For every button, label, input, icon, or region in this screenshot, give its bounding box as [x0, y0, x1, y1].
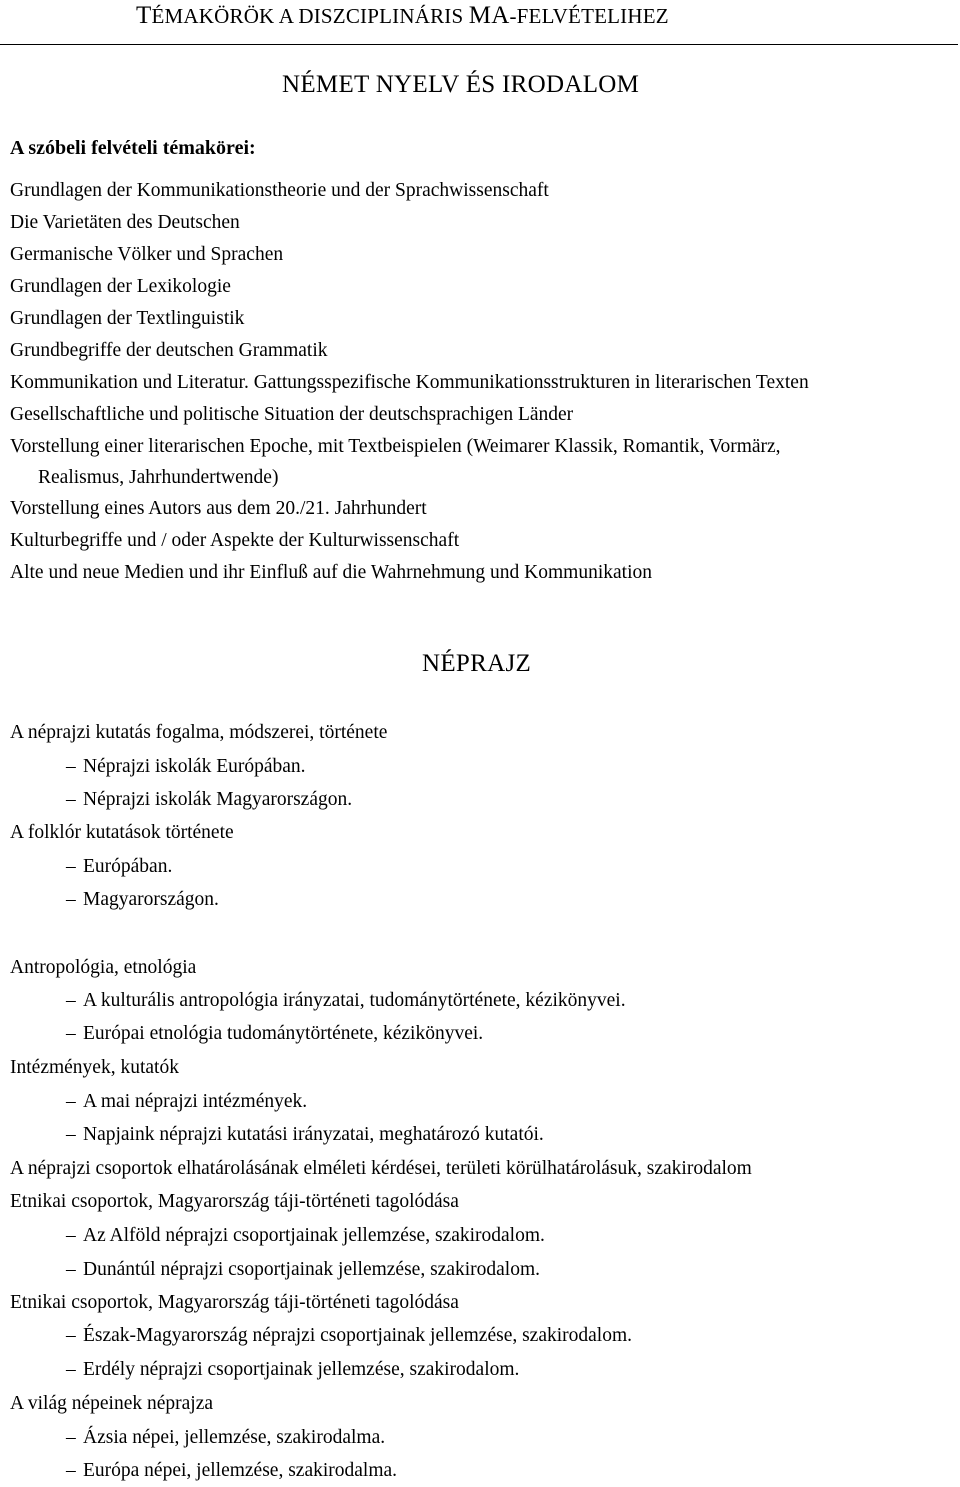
neprajz-subtopic — [66, 1459, 397, 1483]
neprajz-subtopic — [66, 1224, 545, 1248]
header-title-initial: T — [136, 2, 152, 29]
dash-bullet: – — [66, 990, 76, 1011]
german-topic: Vorstellung eines Autors aus dem 20./21. Jahrhundert — [10, 498, 427, 519]
neprajz-subtopic — [66, 1258, 540, 1282]
dash-bullet: – — [66, 1023, 76, 1044]
dash-bullet: – — [66, 856, 76, 877]
oral-exam-subheading: A szóbeli felvételi témakörei: — [10, 137, 256, 159]
neprajz-subtopic — [66, 1123, 544, 1147]
neprajz-subtopic-text: A mai néprajzi intézmények. — [83, 1091, 308, 1112]
header-title-ma: MA — [468, 2, 510, 29]
neprajz-topic: Antropológia, etnológia — [10, 957, 197, 978]
german-topic: Kommunikation und Literatur. Gattungsspezifische Kommunikationsstrukturen in literarischen Texten — [10, 372, 809, 393]
header-title-part: ÉMAKÖRÖK A DISZCIPLINÁRIS — [151, 4, 469, 28]
neprajz-subtopic-text: Észak-Magyarország néprajzi csoportjainak jellemzése, szakirodalom. — [83, 1325, 633, 1346]
neprajz-subtopic-text: Néprajzi iskolák Magyarországon. — [83, 789, 353, 810]
neprajz-subtopic-text: Napjaink néprajzi kutatási irányzatai, meghatározó kutatói. — [83, 1124, 544, 1145]
german-topic: Grundlagen der Textlinguistik — [10, 308, 245, 329]
neprajz-subtopic — [66, 1022, 483, 1046]
dash-bullet: – — [66, 1091, 76, 1112]
neprajz-subtopic-text: Erdély néprajzi csoportjainak jellemzése, szakirodalom. — [83, 1359, 520, 1380]
neprajz-section-title: NÉPRAJZ — [422, 650, 532, 677]
neprajz-subtopic — [66, 855, 172, 879]
neprajz-subtopic — [66, 989, 626, 1013]
dash-bullet: – — [66, 1225, 76, 1246]
neprajz-subtopic-text: Ázsia népei, jellemzése, szakirodalma. — [83, 1427, 386, 1448]
german-topic: Gesellschaftliche und politische Situation der deutschsprachigen Länder — [10, 404, 574, 425]
neprajz-topic: Intézmények, kutatók — [10, 1057, 179, 1078]
german-topic-continuation: Realismus, Jahrhundertwende) — [38, 467, 279, 488]
neprajz-subtopic — [66, 1090, 307, 1114]
dash-bullet: – — [66, 1460, 76, 1481]
neprajz-subtopic — [66, 1426, 385, 1450]
german-topic: Kulturbegriffe und / oder Aspekte der Kulturwissenschaft — [10, 530, 460, 551]
neprajz-subtopic-text: Néprajzi iskolák Európában. — [83, 756, 306, 777]
german-topic: Vorstellung einer literarischen Epoche, mit Textbeispielen (Weimarer Klassik, Romantik, Vormärz, — [10, 436, 781, 457]
dash-bullet: – — [66, 789, 76, 810]
neprajz-subtopic-text: Európa népei, jellemzése, szakirodalma. — [83, 1460, 398, 1481]
dash-bullet: – — [66, 1124, 76, 1145]
page-header — [0, 0, 958, 45]
german-section-title: NÉMET NYELV ÉS IRODALOM — [282, 71, 640, 98]
neprajz-subtopic — [66, 888, 219, 912]
neprajz-subtopic — [66, 1324, 632, 1348]
german-topic: Grundlagen der Kommunikationstheorie und der Sprachwissenschaft — [10, 180, 549, 201]
german-topic: Germanische Völker und Sprachen — [10, 244, 284, 265]
neprajz-topic: Etnikai csoportok, Magyarország táji-történeti tagolódása — [10, 1191, 459, 1212]
neprajz-subtopic-text: Dunántúl néprajzi csoportjainak jellemzése, szakirodalom. — [83, 1259, 541, 1280]
dash-bullet: – — [66, 1359, 76, 1380]
german-topic: Die Varietäten des Deutschen — [10, 212, 240, 233]
neprajz-topic: A néprajzi kutatás fogalma, módszerei, története — [10, 722, 388, 743]
neprajz-subtopic-text: Az Alföld néprajzi csoportjainak jellemzése, szakirodalom. — [83, 1225, 545, 1246]
page-header-title — [136, 2, 669, 30]
neprajz-topic: A néprajzi csoportok elhatárolásának elméleti kérdései, területi körülhatárolásuk, szakirodalom — [10, 1158, 752, 1179]
neprajz-subtopic-text: Európában. — [83, 856, 173, 877]
neprajz-topic: A világ népeinek néprajza — [10, 1393, 214, 1414]
neprajz-topic: Etnikai csoportok, Magyarország táji-történeti tagolódása — [10, 1292, 459, 1313]
neprajz-subtopic — [66, 755, 306, 779]
german-topic: Grundbegriffe der deutschen Grammatik — [10, 340, 328, 361]
dash-bullet: – — [66, 1427, 76, 1448]
dash-bullet: – — [66, 756, 76, 777]
dash-bullet: – — [66, 1325, 76, 1346]
german-topic: Alte und neue Medien und ihr Einfluß auf die Wahrnehmung und Kommunikation — [10, 562, 652, 583]
neprajz-subtopic-text: Magyarországon. — [83, 889, 219, 910]
header-title-end: -FELVÉTELIHEZ — [509, 4, 669, 28]
neprajz-topic: A folklór kutatások története — [10, 822, 234, 843]
neprajz-subtopic — [66, 1358, 519, 1382]
dash-bullet: – — [66, 1259, 76, 1280]
neprajz-subtopic-text: Európai etnológia tudománytörténete, kézikönyvei. — [83, 1023, 484, 1044]
neprajz-subtopic — [66, 788, 352, 812]
german-topic: Grundlagen der Lexikologie — [10, 276, 231, 297]
neprajz-subtopic-text: A kulturális antropológia irányzatai, tudománytörténete, kézikönyvei. — [83, 990, 626, 1011]
dash-bullet: – — [66, 889, 76, 910]
